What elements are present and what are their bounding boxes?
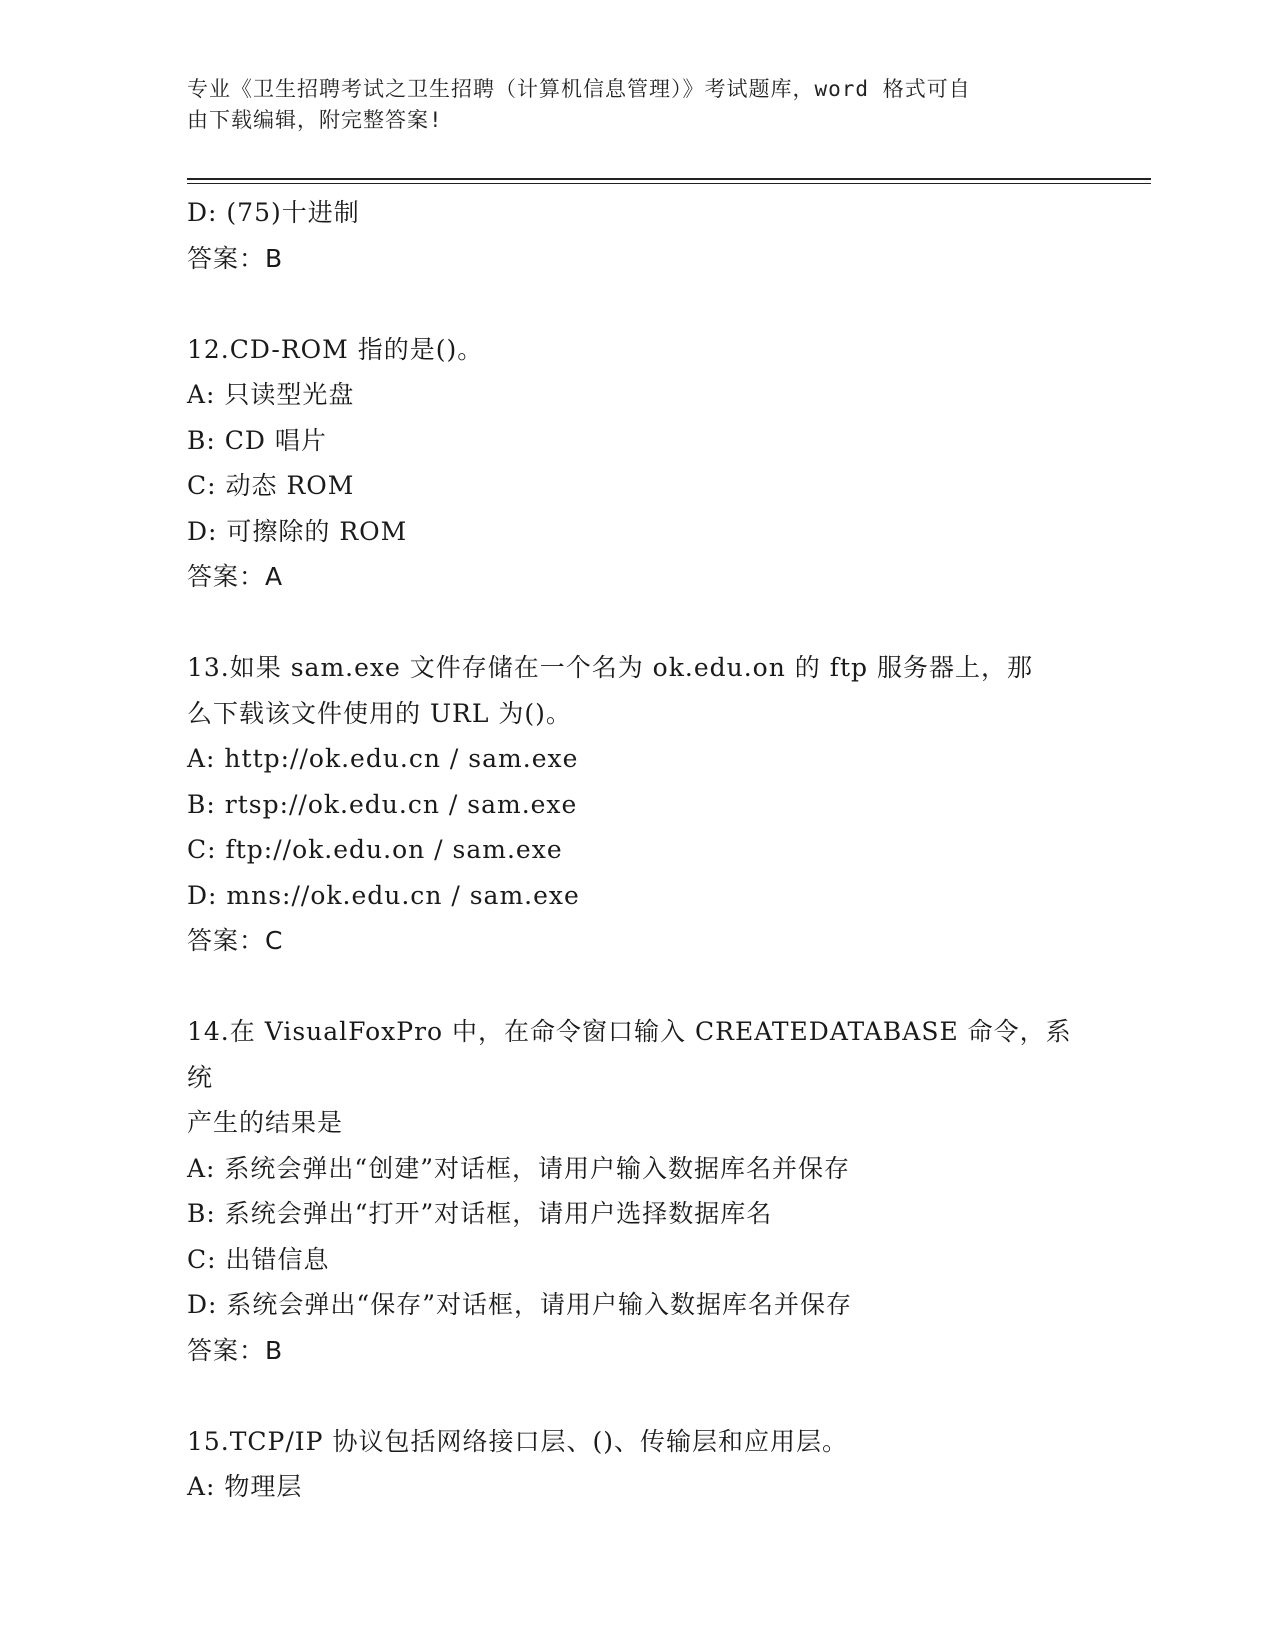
spacer (187, 1373, 1087, 1419)
header-line-2: 由下载编辑，附完整答案! (187, 108, 443, 132)
question-list (187, 190, 1087, 1510)
q15-option-a: A: 物理层 (187, 1472, 303, 1501)
q12-option-b: B: CD 唱片 (187, 425, 327, 455)
document-header (187, 74, 1067, 136)
q12-question: 12.CD-ROM 指的是()。 (187, 334, 484, 364)
q14-question-line-2: 产生的结果是 (187, 1108, 344, 1137)
q15-question: 15.TCP/IP 协议包括网络接口层、()、传输层和应用层。 (187, 1426, 848, 1456)
q13-option-b: B: rtsp://ok.edu.cn / sam.exe (187, 789, 578, 819)
q11-answer: 答案：B (187, 243, 284, 273)
q12-option-d: D: 可擦除的 ROM (187, 516, 408, 546)
q13-question-line-1: 13.如果 sam.exe 文件存储在一个名为 ok.edu.on 的 ftp 服务器上，那 (187, 653, 1033, 682)
header-line-1: 专业《卫生招聘考试之卫生招聘（计算机信息管理）》考试题库，word 格式可自 (187, 77, 971, 101)
header-rule-thick (187, 178, 1151, 180)
q13-question-line-2: 么下载该文件使用的 URL 为()。 (187, 698, 572, 728)
q12-answer: 答案：A (187, 562, 284, 591)
q14-question-line-1: 14.在 VisualFoxPro 中，在命令窗口输入 CREATEDATABASE 命令，系统 (187, 1017, 1072, 1092)
q14-option-a: A: 系统会弹出“创建”对话框，请用户输入数据库名并保存 (187, 1153, 850, 1183)
q14-option-d: D: 系统会弹出“保存”对话框，请用户输入数据库名并保存 (187, 1290, 852, 1319)
spacer (187, 600, 1087, 646)
q12-option-a: A: 只读型光盘 (187, 380, 355, 409)
spacer (187, 281, 1087, 327)
q12-option-c: C: 动态 ROM (187, 471, 355, 500)
q13-option-c: C: ftp://ok.edu.on / sam.exe (187, 835, 563, 864)
q13-option-a: A: http://ok.edu.cn / sam.exe (187, 744, 579, 773)
header-rule-thin (187, 183, 1151, 184)
spacer (187, 964, 1087, 1010)
q13-option-d: D: mns://ok.edu.cn / sam.exe (187, 880, 580, 910)
q13-answer: 答案：C (187, 926, 284, 955)
q14-answer: 答案：B (187, 1335, 284, 1365)
q14-option-b: B: 系统会弹出“打开”对话框，请用户选择数据库名 (187, 1199, 773, 1228)
q11-option-d: D: (75)十进制 (187, 198, 360, 227)
q14-option-c: C: 出错信息 (187, 1244, 330, 1274)
